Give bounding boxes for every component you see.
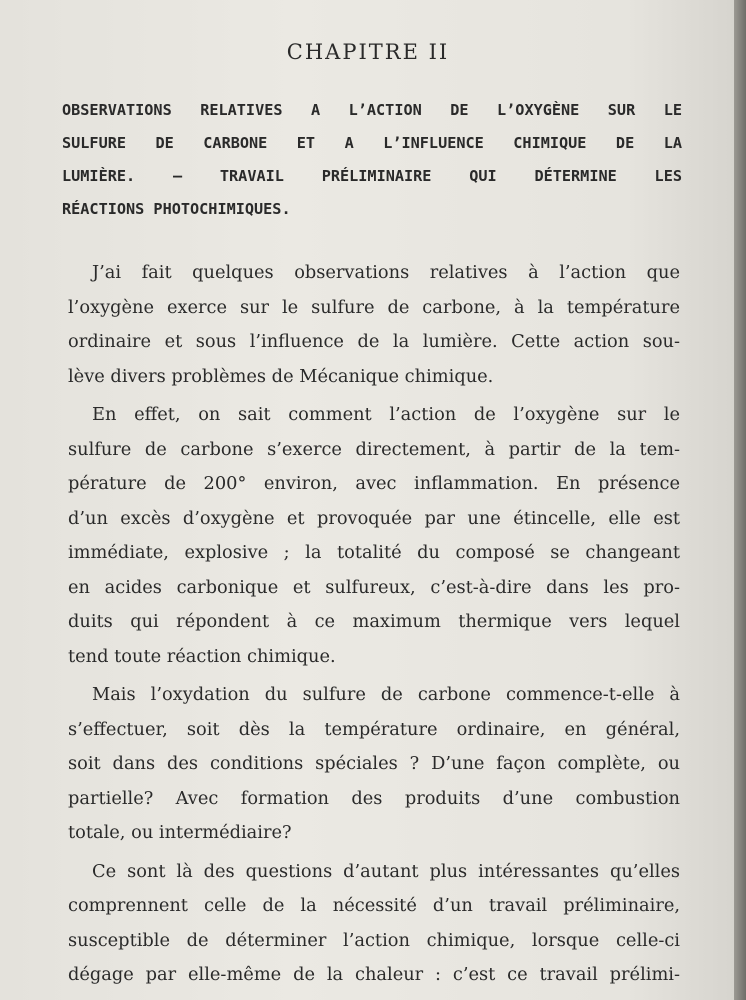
body-text bbox=[68, 256, 680, 997]
text-line: pérature de 200° environ, avec inflammation. En présence bbox=[68, 473, 680, 494]
text-line: lève divers problèmes de Mécanique chimique. bbox=[68, 365, 494, 387]
heading-line: OBSERVATIONS RELATIVES A L’ACTION DE L’OXYGÈNE SUR LE bbox=[62, 101, 682, 119]
page-edge bbox=[734, 0, 746, 1000]
text-line: soit dans des conditions spéciales ? D’une façon complète, ou bbox=[68, 753, 680, 774]
paragraph bbox=[68, 678, 680, 851]
text-line: susceptible de déterminer l’action chimique, lorsque celle-ci bbox=[68, 929, 680, 951]
text-line: comprennent celle de la nécessité d’un travail préliminaire, bbox=[68, 895, 680, 916]
text-line: sulfure de carbone s’exerce directement, à partir de la tem- bbox=[68, 438, 680, 460]
text-line: duits qui répondent à ce maximum thermique vers lequel bbox=[68, 611, 680, 632]
text-line: ordinaire et sous l’influence de la lumière. Cette action sou- bbox=[68, 331, 680, 352]
text-line: partielle? Avec formation des produits d’une combustion bbox=[68, 787, 680, 809]
text-line: totale, ou intermédiaire? bbox=[68, 822, 292, 843]
paragraph bbox=[68, 398, 680, 674]
text-line: J’ai fait quelques observations relatives à l’action que bbox=[92, 262, 680, 283]
text-line: en acides carbonique et sulfureux, c’est-à-dire dans les pro- bbox=[68, 576, 680, 598]
heading-line: SULFURE DE CARBONE ET A L’INFLUENCE CHIMIQUE DE LA bbox=[62, 134, 682, 152]
heading-line: LUMIÈRE. — TRAVAIL PRÉLIMINAIRE QUI DÉTERMINE LES bbox=[62, 167, 682, 185]
text-line: immédiate, explosive ; la totalité du composé se changeant bbox=[68, 542, 680, 563]
paragraph bbox=[68, 256, 680, 394]
text-line: s’effectuer, soit dès la température ordinaire, en général, bbox=[68, 718, 680, 740]
text-line: d’un excès d’oxygène et provoquée par une étincelle, elle est bbox=[68, 507, 680, 529]
text-line: Ce sont là des questions d’autant plus intéressantes qu’elles bbox=[92, 860, 680, 882]
chapter-heading bbox=[62, 94, 682, 226]
text-line: dégage par elle-même de la chaleur : c’est ce travail prélimi- bbox=[68, 964, 680, 985]
paragraph bbox=[68, 855, 680, 993]
text-line: Mais l’oxydation du sulfure de carbone commence-t-elle à bbox=[92, 684, 680, 705]
chapter-title: CHAPITRE II bbox=[286, 40, 450, 64]
text-line: l’oxygène exerce sur le sulfure de carbone, à la température bbox=[68, 296, 680, 318]
text-line: En effet, on sait comment l’action de l’oxygène sur le bbox=[92, 404, 680, 425]
text-line: tend toute réaction chimique. bbox=[68, 645, 336, 667]
heading-line: RÉACTIONS PHOTOCHIMIQUES. bbox=[62, 200, 291, 218]
